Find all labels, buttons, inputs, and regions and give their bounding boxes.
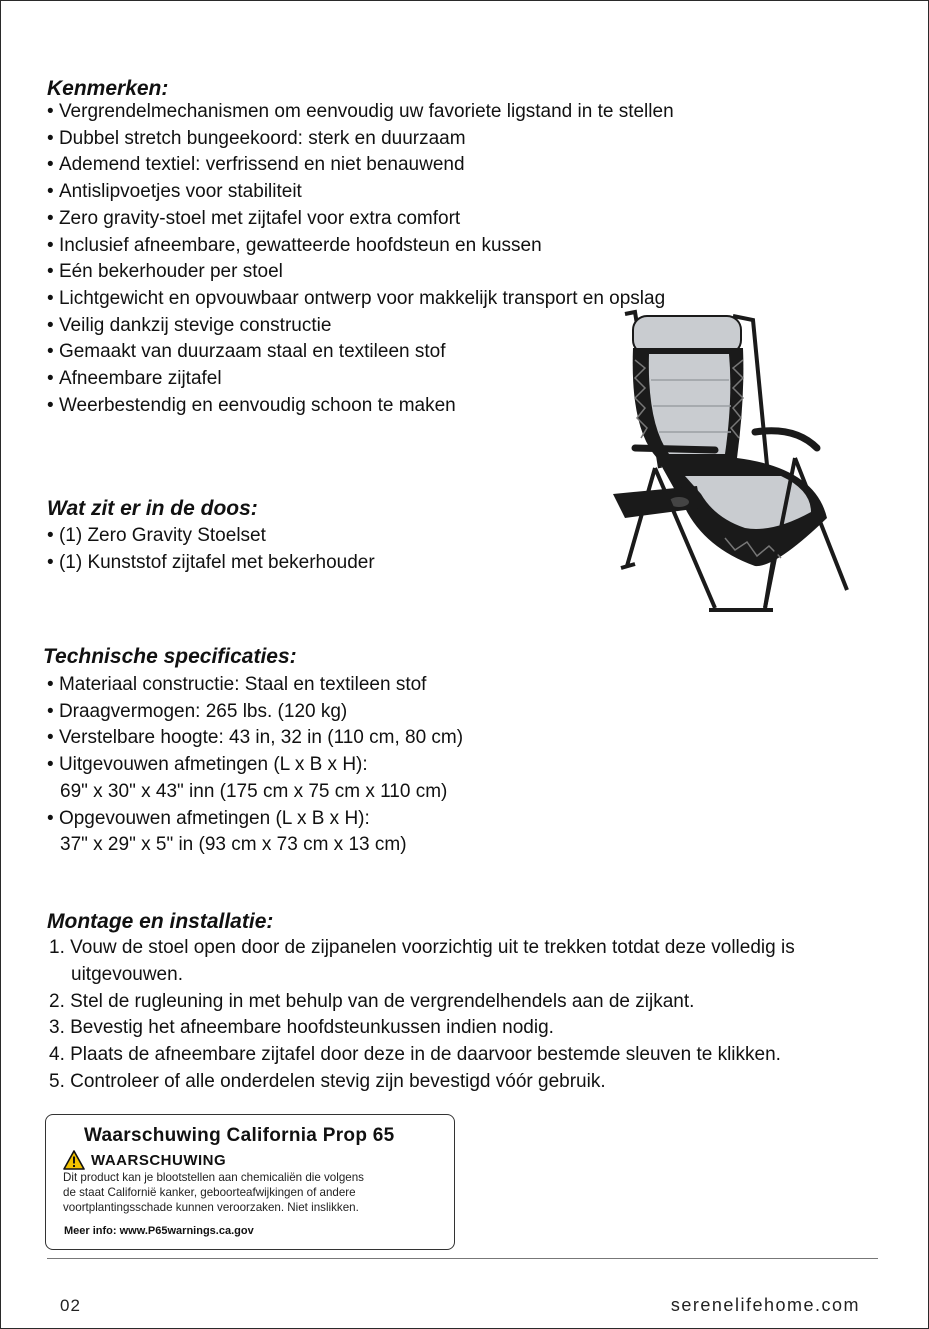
box-contents-list: [47, 523, 375, 576]
feature-item: • Gemaakt van duurzaam staal en textileen stof: [47, 339, 674, 366]
prop65-more-info: Meer info: www.P65warnings.ca.gov: [64, 1225, 254, 1237]
feature-item: • Dubbel stretch bungeekoord: sterk en duurzaam: [47, 126, 674, 153]
assembly-step: 4. Plaats de afneembare zijtafel door deze in de daarvoor bestemde sleuven te klikken.: [49, 1044, 781, 1066]
spec-item: • Uitgevouwen afmetingen (L x B x H):: [47, 754, 368, 776]
feature-item: • Weerbestendig en eenvoudig schoon te maken: [47, 393, 674, 420]
assembly-steps-list: [49, 935, 795, 1096]
warning-triangle-icon: [63, 1150, 85, 1170]
prop65-line: de staat Californië kanker, geboorteafwijkingen of andere: [63, 1186, 356, 1199]
box-content-item: • (1) Zero Gravity Stoelset: [47, 523, 375, 550]
prop65-line: Dit product kan je blootstellen aan chemicaliën die volgens: [63, 1171, 364, 1184]
spec-item: • Draagvermogen: 265 lbs. (120 kg): [47, 700, 348, 722]
footer-divider: [47, 1258, 878, 1259]
assembly-step: 2. Stel de rugleuning in met behulp van de vergrendelhendels aan de zijkant.: [49, 990, 695, 1012]
feature-item: • Antislipvoetjes voor stabiliteit: [47, 179, 674, 206]
prop65-title: Waarschuwing California Prop 65: [84, 1125, 395, 1146]
feature-item: • Vergrendelmechanismen om eenvoudig uw favoriete ligstand in te stellen: [47, 99, 674, 126]
prop65-warning-box: [45, 1114, 455, 1250]
feature-item: • Eén bekerhouder per stoel: [47, 259, 674, 286]
spec-item: • Materiaal constructie: Staal en textileen stof: [47, 674, 427, 695]
page-number: 02: [60, 1296, 81, 1315]
warning-label: WAARSCHUWING: [91, 1151, 227, 1169]
assembly-heading: Montage en installatie:: [47, 910, 274, 933]
prop65-line: voortplantingsschade kunnen veroorzaken. Niet inslikken.: [63, 1201, 359, 1214]
warning-row: [63, 1149, 226, 1171]
feature-item: • Lichtgewicht en opvouwbaar ontwerp voor makkelijk transport en opslag: [47, 286, 674, 313]
assembly-step-continuation: uitgevouwen.: [71, 963, 183, 985]
spec-item: • Verstelbare hoogte: 43 in, 32 in (110 cm, 80 cm): [47, 727, 464, 749]
features-heading: Kenmerken:: [47, 77, 169, 100]
assembly-step: 3. Bevestig het afneembare hoofdsteunkussen indien nodig.: [49, 1017, 554, 1039]
assembly-step: 5. Controleer of alle onderdelen stevig zijn bevestigd vóór gebruik.: [49, 1070, 606, 1092]
feature-item: • Ademend textiel: verfrissend en niet benauwend: [47, 152, 674, 179]
feature-item: • Afneembare zijtafel: [47, 366, 674, 393]
zero-gravity-chair-image: [605, 308, 855, 620]
feature-item: • Inclusief afneembare, gewatteerde hoofdsteun en kussen: [47, 233, 674, 260]
prop65-text: [63, 1170, 448, 1215]
spec-unfolded-value: 69" x 30" x 43" inn (175 cm x 75 cm x 110 cm): [60, 780, 448, 802]
website-url: serenelifehome.com: [670, 1295, 860, 1315]
feature-item: • Veilig dankzij stevige constructie: [47, 313, 674, 340]
assembly-step: 1. Vouw de stoel open door de zijpanelen voorzichtig uit te trekken totdat deze volledig is: [49, 937, 795, 958]
specs-list: [47, 672, 463, 859]
features-list: [47, 99, 674, 419]
specs-heading: Technische specificaties:: [43, 645, 297, 668]
box-contents-heading: Wat zit er in de doos:: [47, 497, 258, 520]
spec-item: • Opgevouwen afmetingen (L x B x H):: [47, 807, 370, 829]
box-content-item: • (1) Kunststof zijtafel met bekerhouder: [47, 550, 375, 577]
feature-item: • Zero gravity-stoel met zijtafel voor extra comfort: [47, 206, 674, 233]
spec-folded-value: 37" x 29" x 5" in (93 cm x 73 cm x 13 cm): [60, 834, 407, 856]
